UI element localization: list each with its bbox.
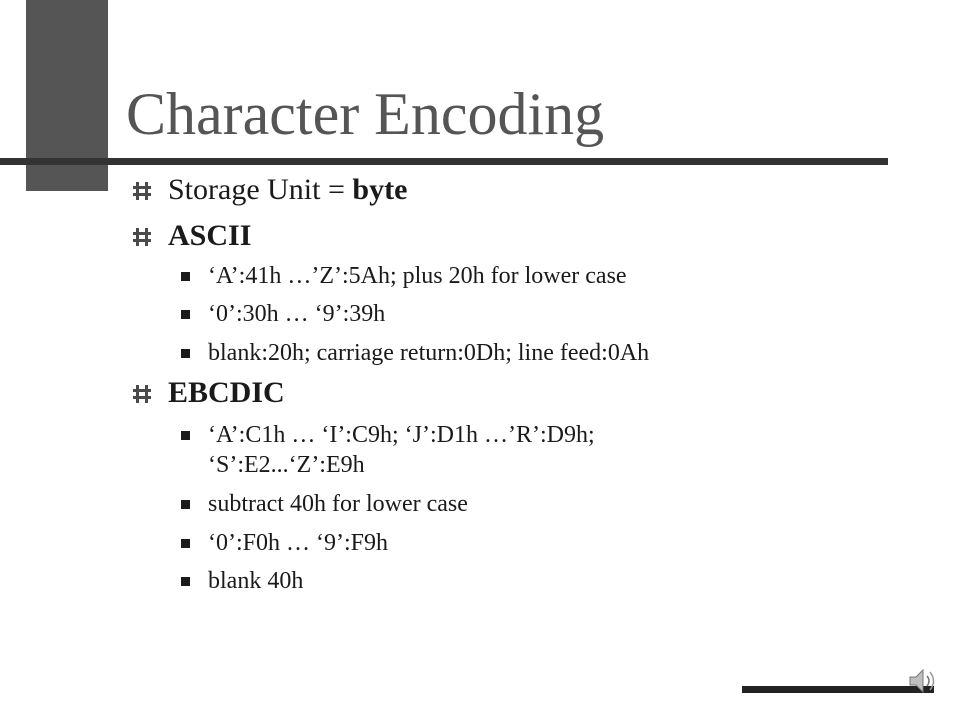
- square-bullet-icon: [181, 349, 190, 358]
- ebcdic-item: subtract 40h for lower case: [208, 491, 468, 517]
- hash-bullet-icon: [133, 182, 151, 200]
- square-bullet-icon: [181, 539, 190, 548]
- ebcdic-item: ‘0’:F0h … ‘9’:F9h: [208, 530, 388, 556]
- square-bullet-icon: [181, 272, 190, 281]
- ebcdic-item-continuation: ‘S’:E2...‘Z’:E9h: [208, 452, 365, 478]
- ebcdic-item: ‘A’:C1h … ‘I’:C9h; ‘J’:D1h …’R’:D9h;: [208, 422, 595, 448]
- square-bullet-icon: [181, 500, 190, 509]
- ascii-item: ‘0’:30h … ‘9’:39h: [208, 301, 386, 327]
- hash-bullet-icon: [133, 385, 151, 403]
- square-bullet-icon: [181, 310, 190, 319]
- ascii-item: blank:20h; carriage return:0Dh; line feed:0Ah: [208, 340, 650, 366]
- footer-rule: [742, 686, 934, 693]
- title-underline: [0, 158, 888, 165]
- storage-bold: byte: [352, 173, 408, 206]
- storage-text: Storage Unit =: [168, 173, 353, 206]
- speaker-icon[interactable]: [908, 666, 938, 696]
- square-bullet-icon: [181, 577, 190, 586]
- ascii-item: ‘A’:41h …’Z’:5Ah; plus 20h for lower case: [208, 263, 627, 289]
- square-bullet-icon: [181, 431, 190, 440]
- ebcdic-item: blank 40h: [208, 568, 304, 594]
- heading-ascii: ASCII: [168, 219, 252, 252]
- hash-bullet-icon: [133, 228, 151, 246]
- slide-title: Character Encoding: [126, 81, 605, 147]
- bullet-storage-unit: [168, 172, 407, 208]
- heading-ebcdic: EBCDIC: [168, 376, 285, 409]
